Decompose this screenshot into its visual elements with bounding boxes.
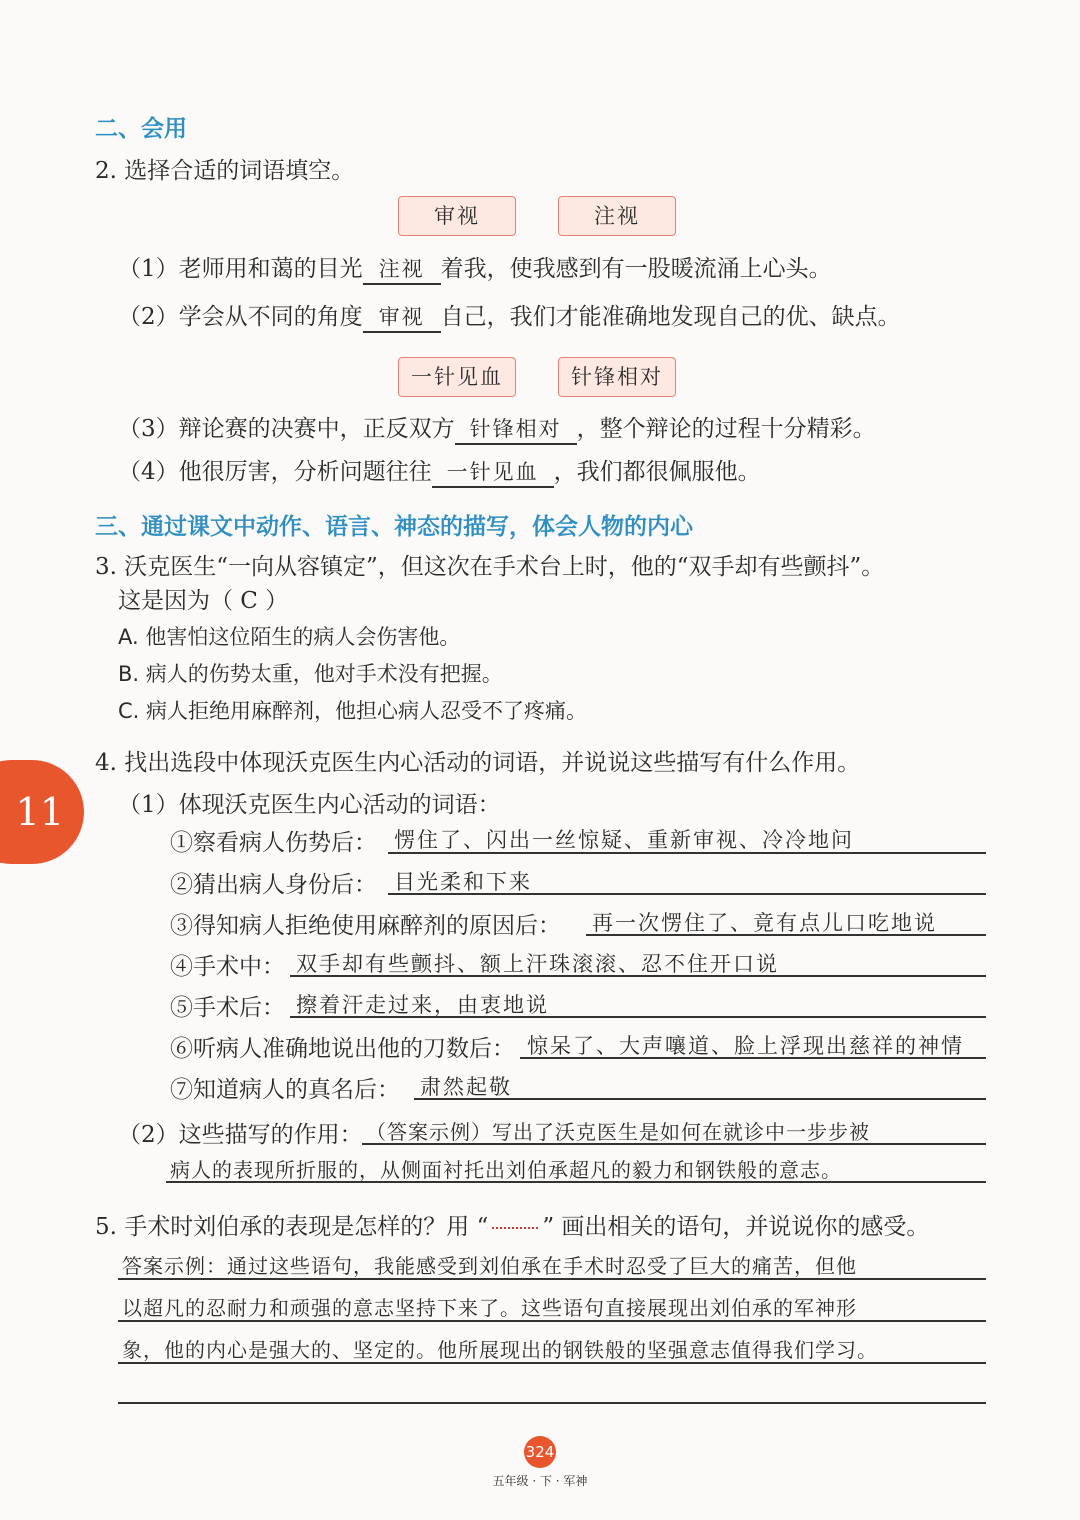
- item-6-line: [520, 1057, 986, 1059]
- sentence-4-post: ，我们都很佩服他。: [553, 459, 761, 485]
- item-4-label: ④手术中：: [170, 954, 285, 980]
- answer-blank-4: 一针见血: [432, 456, 554, 488]
- sentence-1: [118, 250, 832, 285]
- sentence-2-pre: （2）学会从不同的角度: [118, 304, 363, 330]
- word-box-yizhenjianxue: 一针见血: [398, 357, 516, 397]
- word-box-zhushi: 注视: [558, 196, 676, 236]
- item-5-label: ⑤手术后：: [170, 995, 285, 1021]
- item-6-answer: 惊呆了、大声嚷道、脸上浮现出慈祥的神情: [527, 1034, 964, 1058]
- section-title-2: 二、会用: [95, 116, 187, 142]
- question-3-line1: 3. 沃克医生“一向从容镇定”，但这次在手术台上时，他的“双手却有些颤抖”。: [95, 554, 885, 580]
- question-5-post: ” 画出相关的语句，并说说你的感受。: [542, 1214, 930, 1240]
- question-4-part2-answer-line1: （答案示例）写出了沃克医生是如何在就诊中一步步被: [366, 1120, 870, 1144]
- sentence-2-post: 自己，我们才能准确地发现自己的优、缺点。: [440, 304, 901, 330]
- sentence-2: [118, 298, 901, 333]
- q5-line-1: [118, 1278, 986, 1280]
- answer-blank-3: 针锋相对: [455, 413, 577, 445]
- sentence-3: [118, 410, 876, 445]
- option-c: C. 病人拒绝用麻醉剂，他担心病人忍受不了疼痛。: [118, 699, 588, 723]
- sentence-3-pre: （3）辩论赛的决赛中，正反双方: [118, 416, 455, 442]
- sentence-3-post: ，整个辩论的过程十分精彩。: [576, 416, 876, 442]
- item-4-line: [290, 975, 986, 977]
- sentence-4: [118, 453, 761, 488]
- question-5-answer-line1: 答案示例：通过这些语句，我能感受到刘伯承在手术时忍受了巨大的痛苦，但他: [122, 1254, 857, 1278]
- option-a: A. 他害怕这位陌生的病人会伤害他。: [118, 625, 461, 649]
- q5-line-4: [118, 1402, 986, 1404]
- item-3-line: [586, 934, 986, 936]
- question-4-part2-answer-line2: 病人的表现所折服的，从侧面衬托出刘伯承超凡的毅力和钢铁般的意志。: [170, 1158, 842, 1182]
- answer-blank-2: 审视: [363, 301, 441, 333]
- part2-line-2: [166, 1181, 986, 1183]
- question-2: 2. 选择合适的词语填空。: [95, 158, 355, 184]
- sentence-1-post: 着我，使我感到有一股暖流涌上心头。: [440, 256, 832, 282]
- question-4: 4. 找出选段中体现沃克医生内心活动的词语，并说说这些描写有什么作用。: [95, 750, 861, 776]
- item-3-answer: 再一次愣住了、竟有点儿口吃地说: [592, 911, 937, 935]
- q5-line-2: [118, 1320, 986, 1322]
- chapter-badge: 11: [0, 760, 84, 864]
- item-2-label: ②猜出病人身份后：: [170, 872, 377, 898]
- item-3-label: ③得知病人拒绝使用麻醉剂的原因后：: [170, 913, 561, 939]
- sentence-4-pre: （4）他很厉害，分析问题往往: [118, 459, 432, 485]
- footer-text: 五年级 · 下 · 军神: [492, 1474, 588, 1488]
- item-7-label: ⑦知道病人的真名后：: [170, 1077, 400, 1103]
- wavy-underline-icon: [492, 1227, 538, 1229]
- item-6-label: ⑥听病人准确地说出他的刀数后：: [170, 1036, 515, 1062]
- item-4-answer: 双手却有些颤抖、额上汗珠滚滚、忍不住开口说: [296, 952, 779, 976]
- item-1-label: ①察看病人伤势后：: [170, 830, 377, 856]
- question-5-answer-line3: 象，他的内心是强大的、坚定的。他所展现出的钢铁般的坚强意志值得我们学习。: [122, 1338, 878, 1362]
- question-5: [95, 1208, 929, 1241]
- question-4-part1: （1）体现沃克医生内心活动的词语：: [118, 792, 501, 818]
- item-2-line: [388, 893, 986, 895]
- item-1-line: [388, 852, 986, 854]
- part2-line-1: [362, 1143, 986, 1145]
- item-7-answer: 肃然起敬: [420, 1075, 512, 1099]
- option-b: B. 病人的伤势太重，他对手术没有把握。: [118, 662, 503, 686]
- sentence-1-pre: （1）老师用和蔼的目光: [118, 256, 363, 282]
- item-5-line: [290, 1016, 986, 1018]
- item-1-answer: 愣住了、闪出一丝惊疑、重新审视、冷冷地问: [394, 828, 854, 852]
- question-4-part2-label: （2）这些描写的作用：: [118, 1122, 363, 1148]
- word-box-shenshi: 审视: [398, 196, 516, 236]
- item-2-answer: 目光柔和下来: [394, 870, 532, 894]
- item-7-line: [414, 1098, 986, 1100]
- q5-line-3: [118, 1362, 986, 1364]
- section-title-3: 三、通过课文中动作、语言、神态的描写，体会人物的内心: [95, 514, 693, 540]
- item-5-answer: 擦着汗走过来，由衷地说: [296, 993, 549, 1017]
- question-5-pre: 5. 手术时刘伯承的表现是怎样的？用 “: [95, 1214, 489, 1240]
- question-3-line2: 这是因为（ C ）: [118, 588, 289, 614]
- question-5-answer-line2: 以超凡的忍耐力和顽强的意志坚持下来了。这些语句直接展现出刘伯承的军神形: [122, 1296, 857, 1320]
- page-number: 324: [524, 1436, 556, 1468]
- word-box-zhenfengxiangdui: 针锋相对: [558, 357, 676, 397]
- answer-blank-1: 注视: [363, 253, 441, 285]
